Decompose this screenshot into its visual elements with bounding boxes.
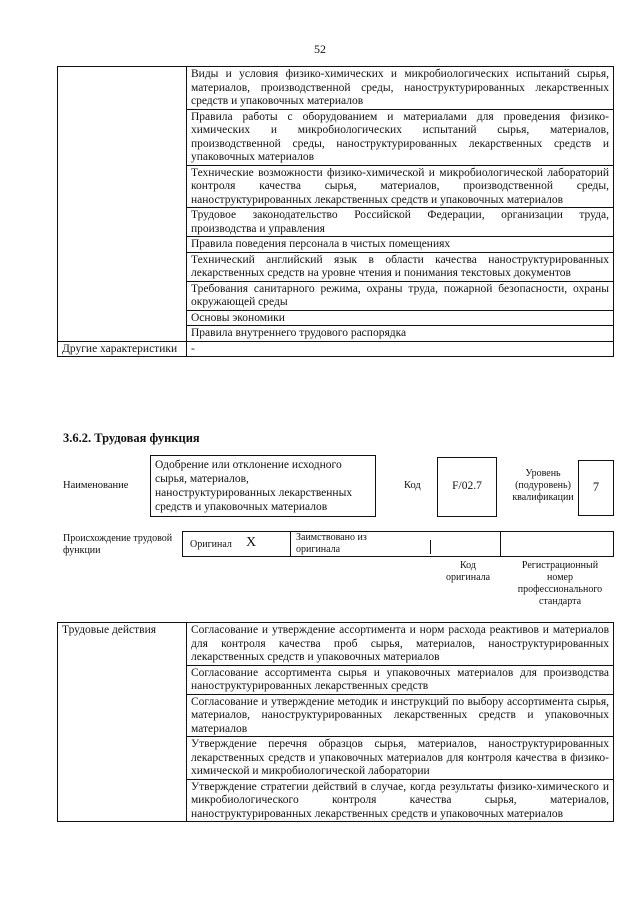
knowledge-item: Правила внутреннего трудового распорядка: [187, 326, 614, 342]
reg-number-label: Регистрационный номер профессионального стандарта: [517, 560, 603, 607]
origin-divider-3: [500, 531, 501, 557]
knowledge-item: Технический английский язык в области качества наноструктурированных лекарственных средств на уровне чтения и понимания текстовых документов: [187, 252, 614, 281]
labor-action-row: [58, 623, 614, 666]
knowledge-item: Правила работы с оборудованием и материалами для проведения физико-химических и микробиологических испытаний сырья, материалов, производственной среды, наноструктурированных лекарственных средств и упаковочных материалов: [187, 109, 614, 165]
labor-action-item: Согласование и утверждение методик и инструкций по выбору ассортимента сырья, материалов, наноструктурированных лекарственных средств и упаковочных материалов: [187, 694, 614, 737]
name-label: Наименование: [63, 480, 129, 491]
other-characteristics-value: -: [187, 341, 614, 357]
origin-divider-2: [430, 540, 431, 554]
function-name-box: Одобрение или отклонение исходного сырья, материалов, наноструктурированных лекарственных средств и упаковочных материалов: [150, 455, 376, 517]
labor-action-item: Согласование и утверждение ассортимента и норм расхода реактивов и материалов для контроля качества проб сырья, материалов, наноструктурированных лекарственных средств и упаковочных материалов: [187, 623, 614, 666]
knowledge-item: Основы экономики: [187, 310, 614, 326]
knowledge-row: [58, 67, 614, 110]
labor-action-item: Утверждение стратегии действий в случае, когда результаты физико-химического и микробиологического контроля качества сырья, материалов, наноструктурированных лекарственных средств и упаковочных материалов: [187, 779, 614, 822]
code-value-box: F/02.7: [437, 457, 497, 517]
labor-actions-table: [57, 622, 614, 822]
knowledge-table: [57, 66, 614, 357]
labor-action-item: Утверждение перечня образцов сырья, материалов, наноструктурированных лекарственных средств и упаковочных материалов для контроля качества в физико-химической и микробиологической лаборатории: [187, 737, 614, 780]
code-original-label: Код оригинала: [445, 560, 491, 583]
knowledge-item: Правила поведения персонала в чистых помещениях: [187, 237, 614, 253]
knowledge-item: Трудовое законодательство Российской Федерации, организации труда, производства и управления: [187, 208, 614, 237]
original-mark: X: [246, 535, 257, 550]
page-number: 52: [314, 42, 326, 56]
original-label: Оригинал: [190, 539, 232, 550]
knowledge-item: Технические возможности физико-химической и микробиологической лабораторий контроля качества сырья, материалов, производственной среды, наноструктурированных лекарственных средств и упаковочных материалов: [187, 165, 614, 208]
labor-actions-label: Трудовые действия: [58, 623, 187, 822]
knowledge-item: Требования санитарного режима, охраны труда, пожарной безопасности, охраны окружающей среды: [187, 281, 614, 310]
knowledge-item: Виды и условия физико-химических и микробиологических испытаний сырья, материалов, производственной среды, наноструктурированных лекарственных средств и упаковочных материалов: [187, 67, 614, 110]
level-label: Уровень (подуровень) квалификации: [512, 468, 574, 503]
borrowed-label: Заимствовано из оригинала: [296, 532, 367, 555]
code-label: Код: [404, 480, 421, 491]
origin-divider-1: [290, 531, 291, 557]
other-characteristics-row: [58, 341, 614, 357]
other-characteristics-label: Другие характеристики: [58, 341, 187, 357]
level-value-box: 7: [578, 460, 614, 516]
knowledge-label-cell: [58, 67, 187, 342]
labor-action-item: Согласование ассортимента сырья и упаковочных материалов для производства наноструктурированных лекарственных средств: [187, 665, 614, 694]
origin-label: Происхождение трудовой функции: [63, 533, 173, 556]
section-title: 3.6.2. Трудовая функция: [63, 431, 200, 445]
